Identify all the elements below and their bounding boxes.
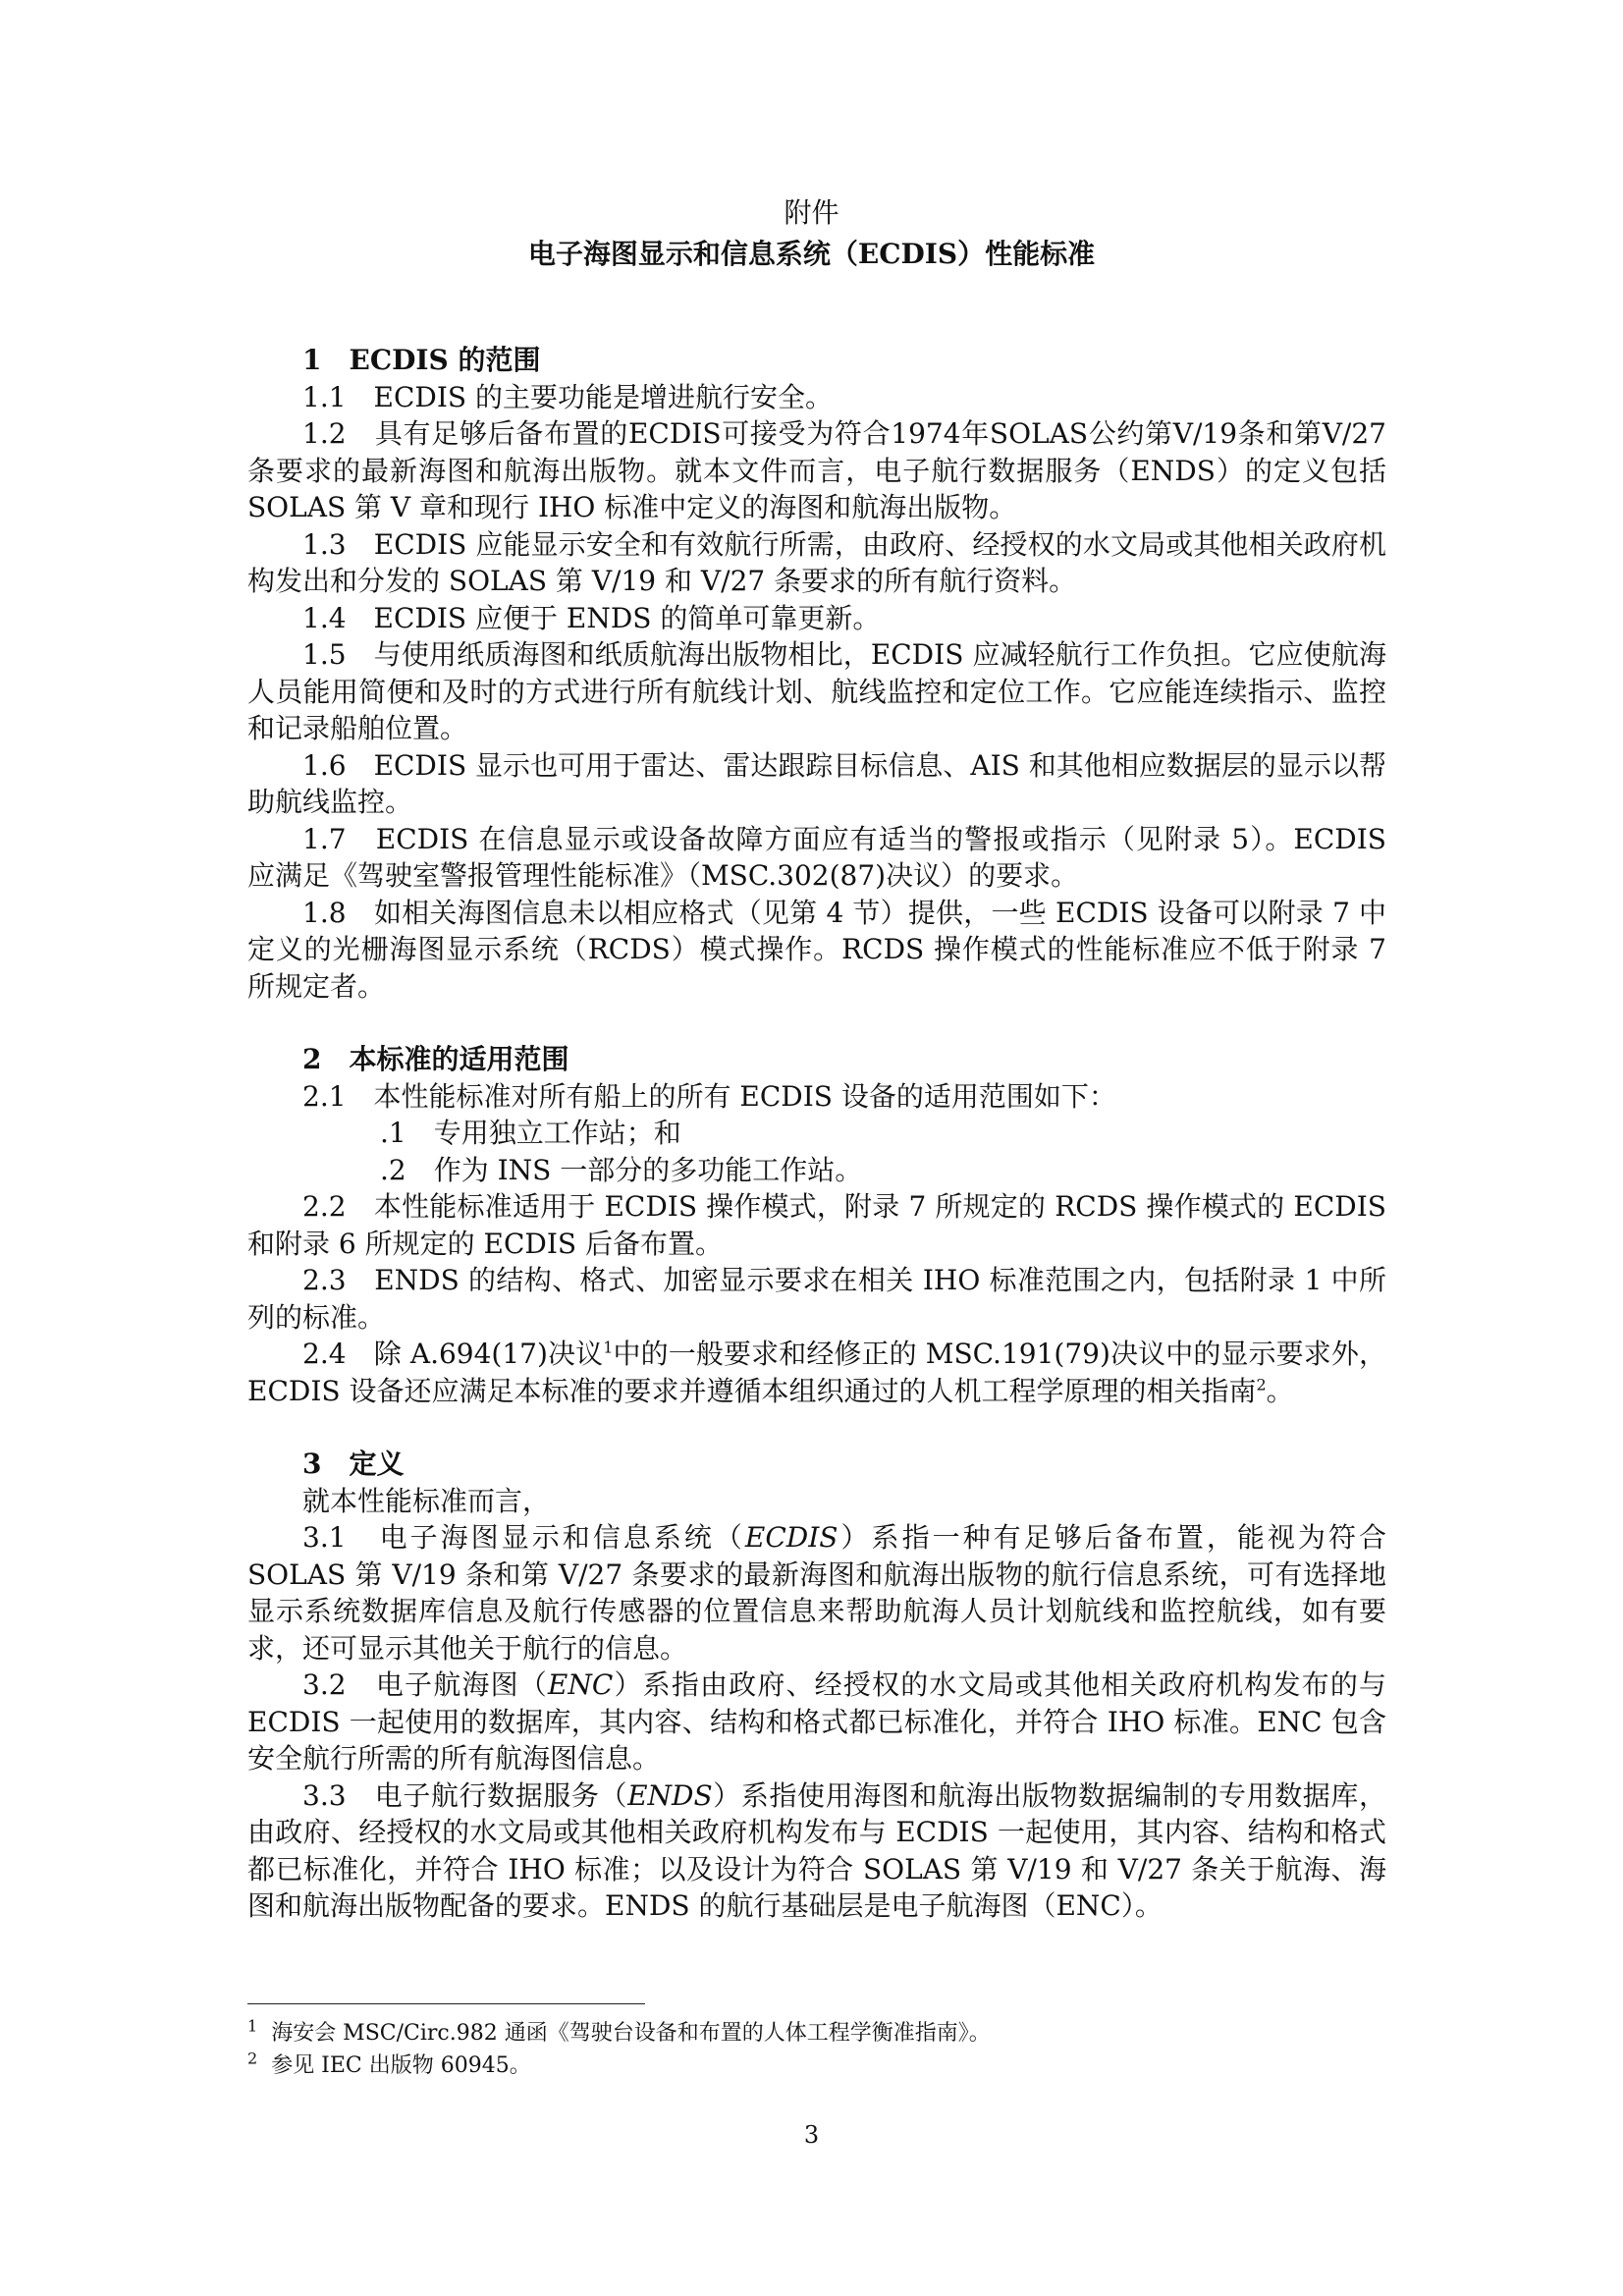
section-3-heading: 3 定义 bbox=[302, 1448, 405, 1480]
footnote-2 bbox=[247, 2050, 1386, 2082]
term-enc: ENC bbox=[547, 1668, 614, 1701]
list-item-2-1-2: .2 作为 INS 一部分的多功能工作站。 bbox=[380, 1153, 863, 1186]
paragraph-1-4: 1.4 ECDIS 应便于 ENDS 的简单可靠更新。 bbox=[302, 601, 881, 634]
paragraph-1-6: 1.6 ECDIS 显示也可用于雷达、雷达跟踪目标信息、AIS 和其他相应数据层的显示以帮助航线监控。 bbox=[247, 748, 1386, 818]
footnote-1 bbox=[247, 2017, 1386, 2050]
paragraph-3-1 bbox=[247, 1519, 1386, 1667]
paragraph-1-2: 1.2 具有足够后备布置的ECDIS可接受为符合1974年SOLAS公约第V/19条和第V/27条要求的最新海图和航海出版物。就本文件而言，电子航行数据服务（ENDS）的定义包括 SOLAS 第 V 章和现行 IHO 标准中定义的海图和航海出版物。 bbox=[247, 417, 1386, 523]
paragraph-1-3: 1.3 ECDIS 应能显示安全和有效航行所需，由政府、经授权的水文局或其他相关政府机构发出和分发的 SOLAS 第 V/19 和 V/27 条要求的所有航行资料。 bbox=[247, 527, 1386, 597]
paragraph-2-4 bbox=[247, 1336, 1386, 1409]
term-ends: ENDS bbox=[627, 1778, 713, 1812]
paragraph-2-2: 2.2 本性能标准适用于 ECDIS 操作模式，附录 7 所规定的 RCDS 操作模式的 ECDIS 和附录 6 所规定的 ECDIS 后备布置。 bbox=[247, 1190, 1386, 1260]
section-1-heading: 1 ECDIS 的范围 bbox=[302, 344, 541, 376]
term-ecdis: ECDIS bbox=[744, 1521, 839, 1554]
body-text bbox=[247, 342, 1386, 1925]
footnote-1-mark: 1 bbox=[247, 2016, 258, 2036]
footnote-2-mark: 2 bbox=[247, 2049, 258, 2068]
annex-label: 附件 bbox=[784, 196, 839, 229]
footnote-ref-2: 2 bbox=[1256, 1375, 1267, 1394]
paragraph-1-5: 1.5 与使用纸质海图和纸质航海出版物相比，ECDIS 应减轻航行工作负担。它应使航海人员能用简便和及时的方式进行所有航线计划、航线监控和定位工作。它应能连续指示、监控和记录船舶位置。 bbox=[247, 638, 1386, 744]
document-title: 电子海图显示和信息系统（ECDIS）性能标准 bbox=[527, 238, 1096, 270]
paragraph-3-3 bbox=[247, 1777, 1386, 1925]
paragraph-1-1: 1.1 ECDIS 的主要功能是增进航行安全。 bbox=[302, 380, 833, 413]
paragraph-1-7: 1.7 ECDIS 在信息显示或设备故障方面应有适当的警报或指示（见附录 5）。ECDIS 应满足《驾驶室警报管理性能标准》（MSC.302(87)决议）的要求。 bbox=[247, 822, 1386, 892]
paragraph-3-2-part-b: ）系指由政府、经授权的水文局或其他相关政府机构发布的与 ECDIS 一起使用的数据库，其内容、结构和格式都已标准化，并符合 IHO 标准。ENC 包含安全航行所需的所有航海图信息。 bbox=[247, 1668, 1386, 1775]
list-item-2-1-1: .1 专用独立工作站；和 bbox=[380, 1117, 681, 1149]
section-gap bbox=[247, 1409, 1386, 1446]
section-2-heading: 2 本标准的适用范围 bbox=[302, 1043, 569, 1075]
paragraph-2-4-part-b: 中的一般要求和经修正的 MSC.191(79)决议中的显示要求外，ECDIS 设备还应满足本标准的要求并遵循本组织通过的人机工程学原理的相关指南 bbox=[247, 1338, 1386, 1407]
paragraph-3-1-part-b: ）系指一种有足够后备布置，能视为符合 SOLAS 第 V/19 条和第 V/27 条要求的最新海图和航海出版物的航行信息系统，可有选择地显示系统数据库信息及航行传感器的位置信息来帮助航海人员计划航线和监控航线，如有要求，还可显示其他关于航行的信息。 bbox=[247, 1521, 1386, 1665]
footnote-divider bbox=[247, 2003, 645, 2004]
footnote-1-text: 海安会 MSC/Circ.982 通函《驾驶台设备和布置的人体工程学衡准指南》。 bbox=[271, 2021, 991, 2046]
paragraph-2-3: 2.3 ENDS 的结构、格式、加密显示要求在相关 IHO 标准范围之内，包括附录 1 中所列的标准。 bbox=[247, 1264, 1386, 1334]
paragraph-3-1-part-a: 3.1 电子海图显示和信息系统（ bbox=[302, 1521, 745, 1554]
section-gap bbox=[247, 1005, 1386, 1041]
paragraph-2-1: 2.1 本性能标准对所有船上的所有 ECDIS 设备的适用范围如下： bbox=[302, 1079, 1116, 1113]
paragraph-3-intro: 就本性能标准而言， bbox=[302, 1484, 551, 1517]
footnote-ref-1: 1 bbox=[603, 1338, 614, 1357]
paragraph-2-4-part-c: 。 bbox=[1266, 1374, 1294, 1407]
paragraph-3-3-part-b: ）系指使用海图和航海出版物数据编制的专用数据库，由政府、经授权的水文局或其他相关政府机构发布与 ECDIS 一起使用，其内容、结构和格式都已标准化，并符合 IHO 标准；以及设计为符合 SOLAS 第 V/19 和 V/27 条关于航海、海图和航海出版物配备的要求。ENDS 的航行基础层是电子航海图（ENC）。 bbox=[247, 1778, 1386, 1922]
paragraph-3-2 bbox=[247, 1667, 1386, 1777]
footnotes bbox=[247, 2017, 1386, 2082]
paragraph-3-3-part-a: 3.3 电子航行数据服务（ bbox=[302, 1778, 628, 1812]
page-number: 3 bbox=[803, 2121, 820, 2149]
paragraph-3-2-part-a: 3.2 电子航海图（ bbox=[302, 1668, 548, 1701]
paragraph-2-4-part-a: 2.4 除 A.694(17)决议 bbox=[302, 1338, 604, 1370]
footnote-2-text: 参见 IEC 出版物 60945。 bbox=[271, 2053, 531, 2078]
paragraph-1-8: 1.8 如相关海图信息未以相应格式（见第 4 节）提供，一些 ECDIS 设备可以附录 7 中定义的光栅海图显示系统（RCDS）模式操作。RCDS 操作模式的性能标准应不低于附录 7 所规定者。 bbox=[247, 896, 1386, 1003]
